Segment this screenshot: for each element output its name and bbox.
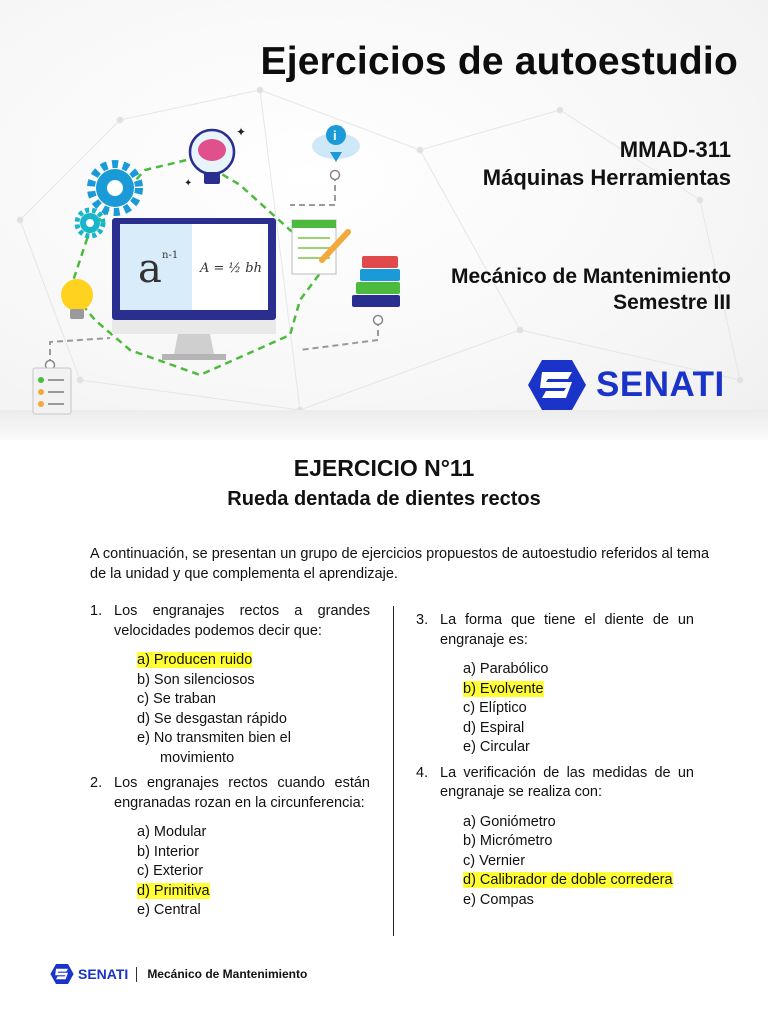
intro-paragraph: A continuación, se presentan un grupo de ejercicios propuestos de autoestudio referidos al tema de la unidad y que complementa el aprendizaje. xyxy=(90,546,710,582)
checklist-icon xyxy=(33,368,71,414)
question-1-options xyxy=(137,651,370,768)
option: a) Goniómetro xyxy=(463,813,556,830)
senati-logo-text: SENATI xyxy=(596,365,725,404)
question-1 xyxy=(90,602,370,641)
option: e) Central xyxy=(137,902,201,918)
option-answer-highlighted: b) Evolvente xyxy=(463,680,544,697)
svg-text:✦: ✦ xyxy=(184,178,193,189)
senati-logo xyxy=(528,360,725,410)
brain-bulb-icon xyxy=(184,125,246,189)
lightbulb-icon xyxy=(61,279,93,319)
info-connector xyxy=(290,175,335,205)
option-answer-highlighted: a) Producen ruido xyxy=(137,652,253,668)
program-info xyxy=(451,264,731,316)
formula-area: A = ½ bh xyxy=(200,261,262,276)
question-text: La verificación de las medidas de un engranaje se realiza con: xyxy=(440,764,694,800)
option-continuation: movimiento xyxy=(160,749,235,766)
footer-logo-text: SENATI xyxy=(78,966,129,982)
questions-right-column xyxy=(416,611,694,916)
monitor-icon xyxy=(112,218,276,360)
senati-emblem-icon xyxy=(528,360,586,410)
program-name: Mecánico de Mantenimiento xyxy=(450,265,731,288)
svg-text:✦: ✦ xyxy=(236,125,247,139)
option: c) Se traban xyxy=(137,691,216,707)
info-cloud-icon xyxy=(312,125,360,162)
formula-a: a xyxy=(138,246,162,292)
question-number: 1. xyxy=(90,603,103,619)
question-number: 4. xyxy=(416,764,429,781)
question-number: 3. xyxy=(416,612,429,628)
option: c) Exterior xyxy=(137,863,204,879)
option: b) Interior xyxy=(137,843,200,860)
question-number: 2. xyxy=(90,775,103,791)
info-glyph: i xyxy=(333,128,337,143)
question-text: Los engranajes rectos a grandes velocidades podemos decir que: xyxy=(114,603,370,639)
books-icon xyxy=(352,256,400,307)
option: b) Micrómetro xyxy=(463,833,553,849)
course-info xyxy=(483,136,731,192)
books-connector xyxy=(300,320,378,350)
question-2-options xyxy=(137,823,370,921)
education-illustration xyxy=(0,110,420,430)
small-gear-icon xyxy=(77,210,103,236)
option: b) Son silenciosos xyxy=(137,671,255,688)
option: a) Modular xyxy=(137,824,207,840)
footer-text: Mecánico de Mantenimiento xyxy=(147,967,308,981)
question-4 xyxy=(416,764,694,803)
option-answer-highlighted: d) Calibrador de doble corredera xyxy=(463,872,673,888)
option: c) Vernier xyxy=(463,852,526,869)
exercise-title: EJERCICIO N°11 xyxy=(293,455,475,481)
course-code: MMAD-311 xyxy=(619,137,731,162)
page-footer xyxy=(50,964,307,984)
question-text: La forma que tiene el diente de un engranaje es: xyxy=(440,612,694,648)
option: d) Se desgastan rápido xyxy=(137,710,287,727)
option: c) Elíptico xyxy=(463,700,527,716)
formula-exponent: n-1 xyxy=(162,250,179,261)
program-semester: Semestre III xyxy=(613,291,731,314)
course-name: Máquinas Herramientas xyxy=(482,165,731,190)
question-4-options xyxy=(463,813,694,911)
question-3-options xyxy=(463,660,694,758)
question-2 xyxy=(90,774,370,813)
notepad-icon xyxy=(292,220,348,274)
gear-icon xyxy=(91,164,139,212)
option-answer-highlighted: d) Primitiva xyxy=(137,882,210,899)
footer-separator xyxy=(136,967,137,982)
questions-left-column xyxy=(90,602,370,927)
option: e) No transmiten bien el xyxy=(137,730,291,746)
option: a) Parabólico xyxy=(463,661,549,677)
checklist-connector xyxy=(50,338,110,365)
question-text: Los engranajes rectos cuando están engranadas rozan en la circunferencia: xyxy=(114,775,370,811)
question-3 xyxy=(416,611,694,650)
option: d) Espiral xyxy=(463,719,525,736)
column-divider xyxy=(393,606,394,936)
document-title: Ejercicios de autoestudio xyxy=(260,40,738,83)
senati-emblem-small-icon xyxy=(50,964,74,984)
option: e) Compas xyxy=(463,891,534,908)
exercise-subtitle: Rueda dentada de dientes rectos xyxy=(227,488,541,510)
option: e) Circular xyxy=(463,739,530,755)
